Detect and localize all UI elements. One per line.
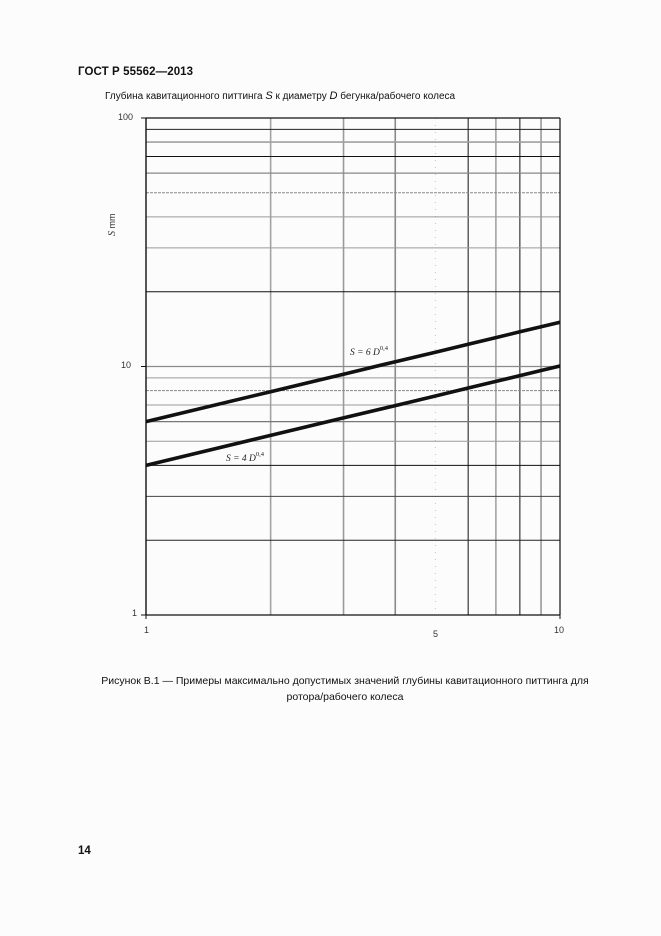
- chart-title-part: к диаметру: [272, 91, 330, 102]
- curve-label-4d: [226, 451, 264, 464]
- chart-title-symbol-s: S: [265, 90, 273, 102]
- curve-series-1: [146, 322, 560, 421]
- x-tick-1: 1: [144, 625, 150, 635]
- figure-caption-line: Рисунок В.1 — Примеры максимально допустимых значений глубины кавитационного питтинга для: [101, 675, 589, 687]
- curve-label-6d: [350, 345, 388, 358]
- document-header: ГОСТ Р 55562—2013: [78, 66, 194, 78]
- figure-caption-line: ротора/рабочего колеса: [286, 691, 404, 703]
- chart-title-part: бегунка/рабочего колеса: [337, 91, 456, 102]
- x-tick-5: 5: [433, 629, 439, 639]
- page-number: 14: [78, 845, 91, 857]
- y-axis-label-unit: mm: [107, 213, 117, 229]
- curve-label-text: S = 4 D: [226, 454, 256, 464]
- curve-series-2: [146, 366, 560, 465]
- curve-label-exponent: 0,4: [379, 345, 389, 352]
- y-tick-10: 10: [121, 360, 132, 370]
- curve-label-text: S = 6 D: [350, 348, 380, 358]
- y-tick-100: 100: [118, 112, 134, 122]
- y-tick-1: 1: [132, 608, 138, 618]
- figure-caption: [60, 673, 630, 705]
- chart-title-symbol-d: D: [329, 90, 338, 102]
- curve-label-exponent: 0,4: [255, 451, 265, 458]
- data-curves: [146, 322, 560, 465]
- y-axis-label-symbol: S: [107, 231, 118, 236]
- x-tick-10: 10: [554, 625, 565, 635]
- horizontal-gridlines: [146, 129, 560, 540]
- y-axis-label: [107, 213, 118, 236]
- chart-title-part: Глубина кавитационного питтинга: [105, 91, 266, 102]
